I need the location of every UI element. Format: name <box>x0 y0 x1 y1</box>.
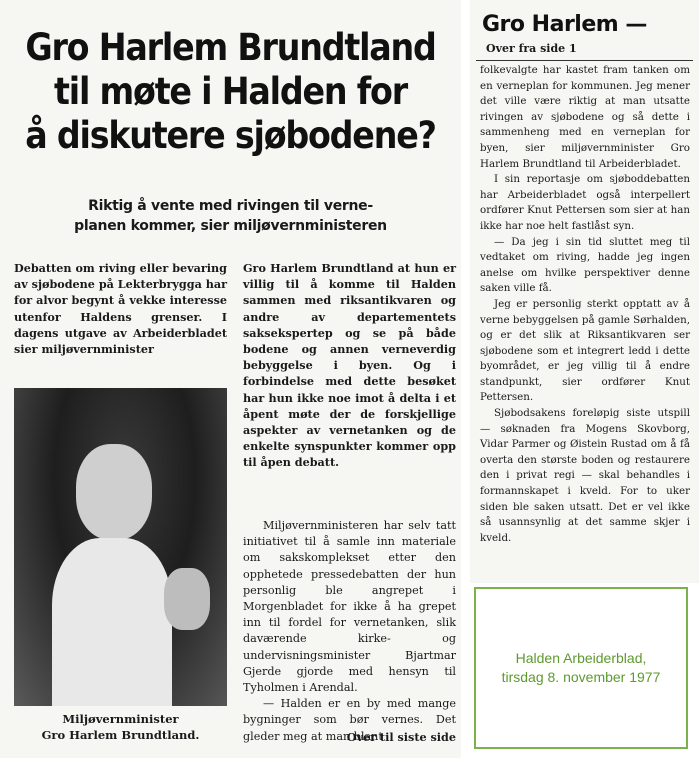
photo-caption <box>14 711 227 743</box>
headline <box>0 26 461 158</box>
continuation-headline: Gro Harlem — <box>482 12 647 37</box>
headline-line: Gro Harlem Brundtland <box>25 26 436 69</box>
body-paragraph: folkevalgte har kastet fram tanken om en verneplan for kommunen. Jeg mener det ville være riktig at man utsatte rivingen av sjøbodene og så dette i sammenheng med en verneplan for byen, sier miljøvernminister Gro Harlem Brundtland til Arbeiderbladet. <box>480 64 690 170</box>
photo-collar <box>52 538 172 706</box>
lead-column <box>14 260 227 357</box>
body-paragraph: Miljøvernministeren har selv tatt initiativet til å samle inn materiale om sakskomplekset etter den opphetede pressedebatten der hun personlig ble angrepet i Morgenbladet for ikke å ha grepet inn til fordel for vernetanken, slik daværende kirke- og undervisningsminister Bjartmar Gjerde gjorde med hensyn til Tyholmen i Arendal. <box>243 519 456 695</box>
lead-paragraph: Debatten om riving eller bevaring av sjøbodene på Lekterbrygga har for alvor begynt å vekke interesse utenfor Haldens grenser. I dagens utgave av Arbeiderbladet sier miljøvernminister <box>14 261 227 357</box>
continuation-sub: Over fra side 1 <box>486 42 577 55</box>
middle-body-column <box>243 518 456 745</box>
photo-face <box>76 444 152 540</box>
headline-line: å diskutere sjøbodene? <box>25 114 436 157</box>
subheadline <box>0 196 461 236</box>
body-paragraph: — Da jeg i sin tid sluttet meg til vedtaket om riving, hadde jeg ingen anelse om hvilke perspektiver denne saken ville få. <box>480 235 690 295</box>
divider <box>476 60 693 61</box>
caption-line: Gro Harlem Brundtland. <box>41 728 200 742</box>
source-line: tirsdag 8. november 1977 <box>501 669 661 685</box>
source-box <box>474 587 688 749</box>
body-paragraph: I sin reportasje om sjøboddebatten har Arbeiderbladet også interpellert ordfører Knut Pettersen som sier at han ikke har noe helt fastlåst syn. <box>480 173 690 232</box>
body-paragraph: Jeg er personlig sterkt opptatt av å verne bebyggelsen på gamle Sørhalden, og er det slik at Riksantikvaren ser sjøbodene som et integrert ledd i dette byområdet, er jeg villig til å endre standpunkt, sier ordfører Knut Pettersen. <box>480 297 690 404</box>
photo-hand <box>164 568 210 630</box>
portrait-photo <box>14 388 227 706</box>
body-paragraph: — Halden er en by med mange bygninger som bør vernes. Det gleder meg at man blant <box>243 697 456 743</box>
continued-note: Over til siste side <box>346 730 456 744</box>
continuation-body <box>480 63 690 546</box>
caption-line: Miljøvernminister <box>62 712 179 726</box>
subheadline-line: Riktig å vente med rivingen til verne- <box>88 198 373 214</box>
last-page-clipping <box>470 0 699 583</box>
source-line: Halden Arbeiderblad, <box>515 650 647 666</box>
middle-lead-paragraph: Gro Harlem Brundtland at hun er villig til å komme til Halden sammen med riksantikvaren og andre av departementets saksekspertер og se på både bodene og annen verneverdig bebyggelse i byen. Og i forbindelse med dette besøket har hun ikke noe imot å delta i et åpent møte der de forskjellige aspekter av vernetanken og de enkelte synspunkter kommer opp til åpen debatt. <box>243 261 456 470</box>
subheadline-line: planen kommer, sier miljøvernministeren <box>74 218 387 234</box>
headline-line: til møte i Halden for <box>54 70 407 113</box>
middle-lead-column <box>243 260 456 471</box>
body-paragraph: Sjøbodsakens foreløpig siste utspill — søknaden fra Mogens Skovborg, Vidar Parmer og Øistein Rustad om å få overta den største boden og restaurere den i privat regi — skal behandles i formannskapet i kveld. For to uker siden ble saken utsatt. Det er vel ikke så usannsynlig at det samme skjer i kveld. <box>480 407 690 544</box>
